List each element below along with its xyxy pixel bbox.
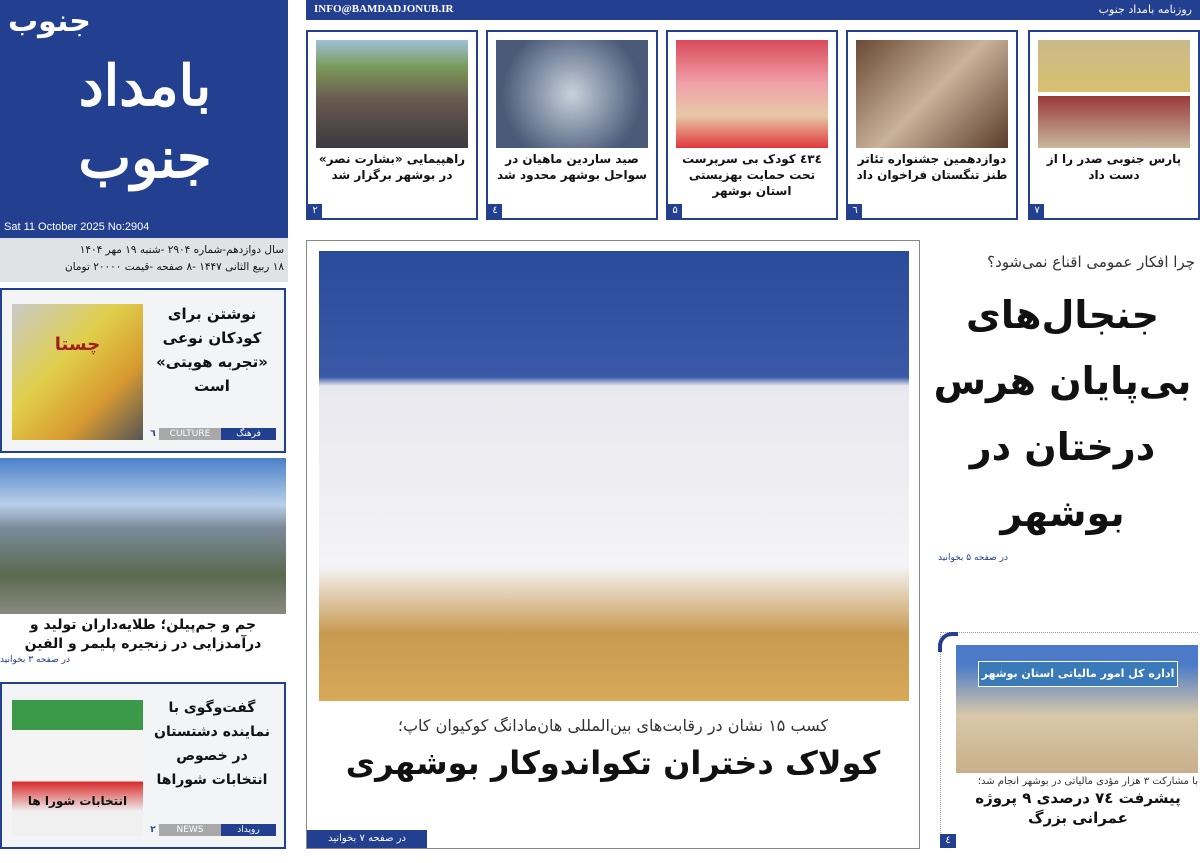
card-caption: دوازدهمین جشنواره تئاتر طنز تنگستان فراخوان داد [856, 152, 1008, 182]
date-english: Sat 11 October 2025 No:2904 [4, 221, 150, 233]
divider [940, 632, 941, 847]
section-fa: فرهنگ [221, 428, 276, 440]
right-headline[interactable]: جنجال‌های بی‌پایان هرس درختان در بوشهر [933, 293, 1192, 535]
top-card-theatre[interactable] [846, 30, 1018, 220]
email-link[interactable]: INFO@BAMDADJONUB.IR [314, 3, 454, 15]
section-en: CULTURE [159, 428, 221, 440]
logo-subtitle: جنوب [8, 4, 91, 39]
section-en: NEWS [159, 824, 221, 836]
card-caption: راهپیمایی «بشارت نصر» در بوشهر برگزار شد [318, 152, 466, 182]
iran-flag-photo [12, 700, 143, 836]
top-card-sport[interactable] [1028, 30, 1200, 220]
culture-box[interactable] [0, 288, 286, 453]
rally-photo [316, 40, 468, 148]
page-badge: ٤ [940, 834, 956, 848]
news-box[interactable] [0, 682, 286, 849]
read-more-row [930, 552, 1195, 564]
book-title: چستا [54, 334, 101, 355]
top-bar [306, 0, 1200, 20]
right-kicker: چرا افکار عمومی اقناع نمی‌شود؟ [987, 253, 1195, 271]
paper-name: روزنامه بامداد جنوب [1098, 3, 1192, 16]
read-more-link[interactable]: در صفحه ۳ بخوانید [0, 655, 71, 665]
office-sign: اداره کل امور مالیاتی استان بوشهر [978, 661, 1178, 687]
fish-photo [496, 40, 648, 148]
read-more-link[interactable]: در صفحه ۵ بخوانید [938, 553, 1009, 563]
main-headline: کولاک دختران تکواندوکار بوشهری [345, 744, 881, 782]
date-line-2: ۱۸ ربیع الثانی ۱۴۴۷ -۸ صفحه -قیمت ۲۰۰۰۰ تومان [65, 261, 284, 273]
read-more-link[interactable]: در صفحه ۷ بخوانید [307, 830, 427, 848]
divider [940, 632, 1198, 633]
beach-soccer-photo [1038, 40, 1190, 148]
tax-story [958, 775, 1198, 861]
culture-headline: نوشتن برای کودکان نوعی «تجربه هویتی» است [156, 305, 268, 395]
masthead [0, 0, 288, 238]
industry-story [0, 616, 286, 680]
petrochemical-photo [0, 458, 286, 614]
page-badge: ٤ [488, 204, 502, 218]
theatre-photo [856, 40, 1008, 148]
top-card-children[interactable] [666, 30, 838, 220]
tax-office-photo [956, 645, 1198, 773]
main-story[interactable] [306, 240, 920, 849]
flag-caption: انتخابات شورا ها [27, 794, 128, 808]
section-tag [147, 824, 276, 836]
logo: بامداد جنوب [78, 53, 212, 191]
page-badge: ٦ [848, 204, 862, 218]
page-number: ۲ [150, 825, 156, 835]
top-card-sardine[interactable] [486, 30, 658, 220]
main-subtitle: کسب ۱۵ نشان در رقابت‌های بین‌المللی هان‌مادانگ کوکیوان کاپ؛ [397, 716, 829, 735]
section-tag [147, 428, 276, 440]
right-story [930, 250, 1195, 628]
card-caption: صید ساردین ماهیان در سواحل بوشهر محدود شد [497, 152, 647, 182]
page-badge: ۷ [1030, 204, 1044, 218]
top-card-rally[interactable] [306, 30, 478, 220]
date-persian [0, 238, 288, 282]
tax-lead: با مشارکت ۳ هزار مؤدی مالیاتی در بوشهر انجام شد؛ [977, 776, 1198, 787]
card-caption: پارس جنوبی صدر را از دست داد [1046, 152, 1182, 182]
news-headline: گفت‌وگوی با نماینده دشتستان در خصوص انتخابات شوراها [154, 700, 270, 788]
page-badge: ۲ [308, 204, 322, 218]
children-photo [676, 40, 828, 148]
taekwondo-team-photo [319, 251, 909, 701]
corner-ornament [938, 632, 958, 652]
page-badge: ۵ [668, 204, 682, 218]
book-photo [12, 304, 143, 440]
page-number: ٦ [150, 429, 156, 439]
industry-headline[interactable]: جم و جم‌پیلن؛ طلایه‌داران تولید و درآمدزایی در زنجیره پلیمر و الفین [24, 617, 262, 652]
card-caption: ٤٣٤ کودک بی سرپرست تحت حمایت بهزیستی استان بوشهر [682, 152, 822, 198]
date-line-1: سال دوازدهم-شماره ۲۹۰۴ -شنبه ۱۹ مهر ۱۴۰۴ [79, 244, 284, 256]
section-fa: رویداد [221, 824, 276, 836]
tax-headline[interactable]: پیشرفت ۷٤ درصدی ۹ پروژه عمرانی بزرگ [975, 789, 1181, 827]
